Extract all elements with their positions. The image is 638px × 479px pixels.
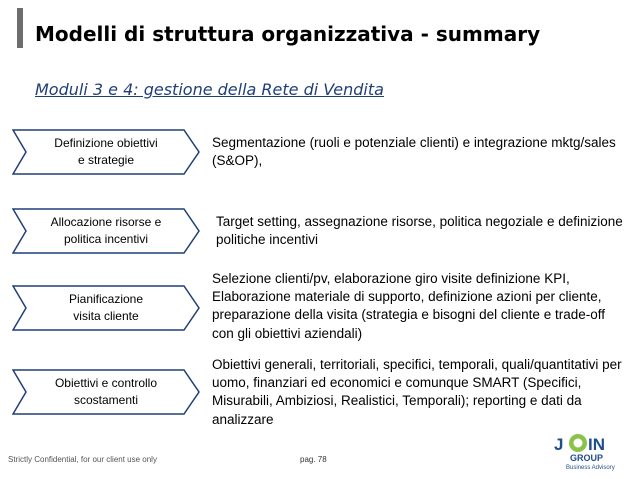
- page-number: pag. 78: [300, 455, 327, 464]
- step-label: Pianificazione visita cliente: [68, 292, 144, 323]
- step-description-3: Selezione clienti/pv, elaborazione giro visite definizione KPI, Elaborazione materiale di supporto, definizione azioni per cliente, preparazione della visita (strategia e bisogni del cliente e trade-off con gli obiettivi aziendali): [212, 271, 605, 341]
- svg-text:GROUP: GROUP: [570, 453, 604, 463]
- join-group-logo: [548, 432, 626, 472]
- step-label: Allocazione risorse e politica incentivi: [50, 215, 162, 246]
- step-label: Obiettivi e controllo scostamenti: [54, 376, 158, 407]
- title-accent-bar: [17, 8, 23, 48]
- step-label: Definizione obiettivi e strategie: [54, 136, 158, 167]
- step-description-2: Target setting, assegnazione risorse, politica negoziale e definizione politiche incentivi: [216, 214, 623, 248]
- svg-text:IN: IN: [588, 435, 605, 454]
- confidentiality-note: Strictly Confidential, for our client use only: [8, 455, 157, 464]
- step-description-1: Segmentazione (ruoli e potenziale clienti) e integrazione mktg/sales (S&OP),: [212, 135, 616, 169]
- step-chevron-2: [12, 208, 200, 254]
- step-description-4: Obiettivi generali, territoriali, specifici, temporali, quali/quantitativi per uomo, finanziari ed economici e comunque SMART (Specifici, Misurabili, Ambiziosi, Realistici, Temporali); reporting e dati da analizzare: [212, 357, 622, 427]
- slide-title: Modelli di struttura organizzativa - summary: [35, 22, 541, 46]
- slide-subtitle: Moduli 3 e 4: gestione della Rete di Vendita: [35, 80, 384, 99]
- svg-text:Business Advisory: Business Advisory: [566, 465, 615, 471]
- step-chevron-1: [12, 129, 200, 175]
- step-chevron-4: [12, 369, 200, 415]
- svg-text:J: J: [554, 435, 564, 454]
- step-chevron-3: [12, 285, 200, 331]
